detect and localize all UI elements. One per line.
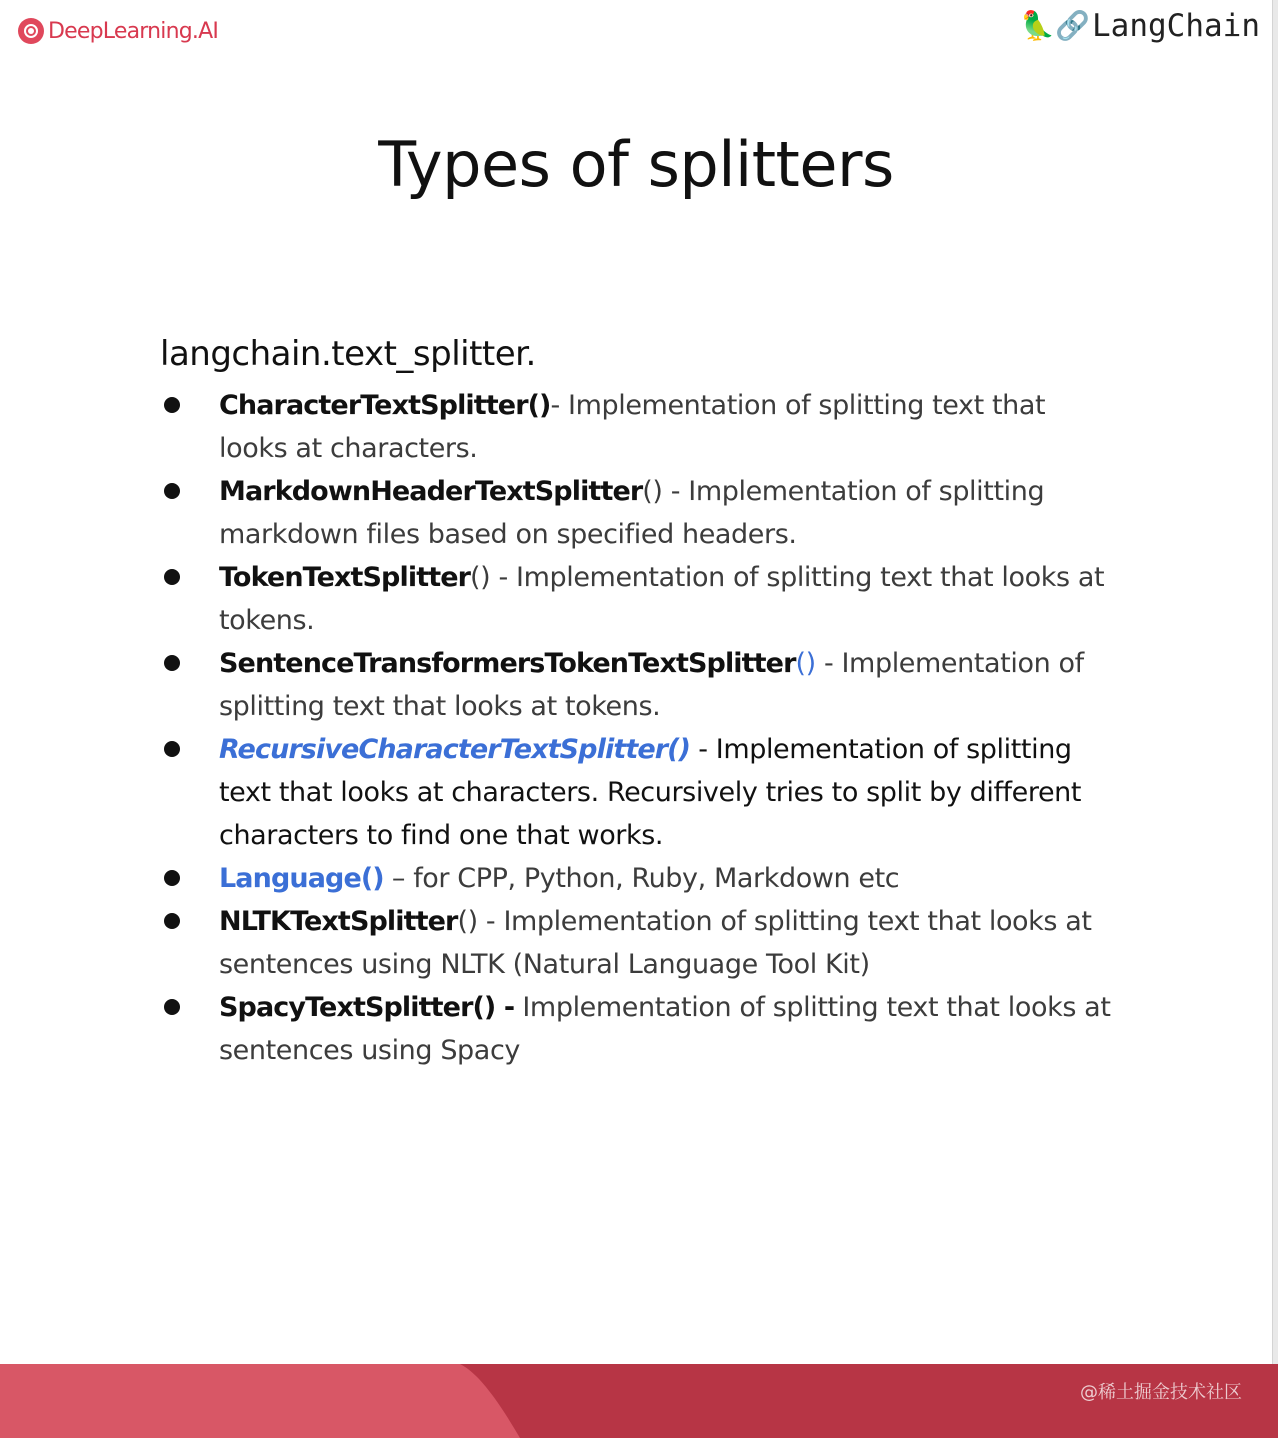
module-path: langchain.text_splitter. [160,334,536,374]
splitter-name: SpacyTextSplitter() - [219,992,515,1023]
splitter-name: SentenceTransformersTokenTextSplitter [219,648,796,679]
splitter-description: - Implementation of splitting text that looks at tokens. [219,648,1084,722]
deeplearning-logo-icon [18,18,44,44]
watermark: @稀土掘金技术社区 [1080,1382,1242,1403]
splitter-description: Implementation of splitting text that looks at sentences using Spacy [219,992,1111,1066]
list-item [160,470,1120,556]
bullet-dot [164,913,180,929]
list-item [160,986,1120,1072]
splitter-name-link[interactable]: Language() [219,863,384,894]
bullet-dot [164,569,180,585]
splitter-name: MarkdownHeaderTextSplitter [219,476,643,507]
deeplearning-logo [18,18,218,44]
splitter-name: TokenTextSplitter [219,562,471,593]
bullet-dot [164,870,180,886]
splitter-list [160,384,1120,1072]
list-item [160,900,1120,986]
splitter-paren: () [457,906,478,937]
splitter-description: – for CPP, Python, Ruby, Markdown etc [383,863,900,894]
splitter-description: - Implementation of splitting text that looks at characters. [219,390,1046,464]
bullet-dot [164,483,180,499]
bullet-dot [164,397,180,413]
list-item [160,556,1120,642]
slide-title: Types of splitters [378,128,894,201]
splitter-description: - Implementation of splitting text that looks at sentences using NLTK (Natural Language Tool Kit) [219,906,1092,980]
bullet-dot [164,999,180,1015]
splitter-name-link[interactable]: RecursiveCharacterTextSplitter() [219,734,691,765]
list-item [160,728,1120,857]
list-item [160,642,1120,728]
parrot-chain-icon: 🦜🔗 [1020,9,1091,42]
splitter-description: - Implementation of splitting text that looks at characters. Recursively tries to split by different characters to find one that works. [219,734,1082,851]
bullet-dot [164,741,180,757]
splitter-description: - Implementation of splitting text that looks at tokens. [219,562,1105,636]
splitter-paren: () [470,562,491,593]
langchain-logo [1020,8,1260,44]
splitter-description: - Implementation of splitting markdown files based on specified headers. [219,476,1045,550]
list-item [160,857,1120,900]
splitter-name: CharacterTextSplitter() [219,390,551,421]
langchain-logo-text: LangChain [1092,8,1260,44]
bullet-dot [164,655,180,671]
splitter-paren: () [795,648,816,679]
list-item [160,384,1120,470]
splitter-name: NLTKTextSplitter [219,906,458,937]
splitter-paren: () [642,476,663,507]
deeplearning-logo-text: DeepLearning.AI [48,18,219,44]
